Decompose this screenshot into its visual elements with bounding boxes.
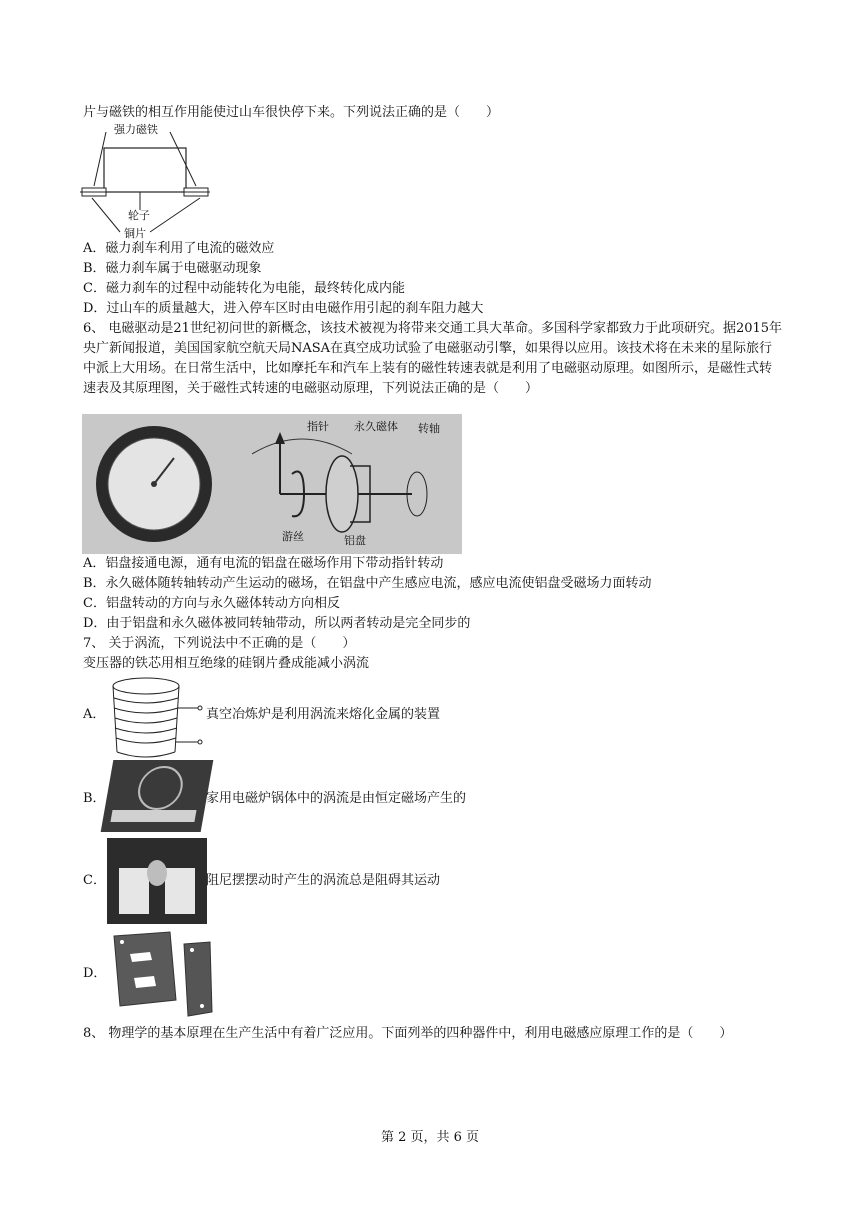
label-pointer: 指针 — [307, 420, 329, 433]
q6-option-b: B．永久磁体随转轴转动产生运动的磁场，在铝盘中产生感应电流，感应电流使铝盘受磁场力面转动 — [83, 576, 652, 591]
q7-option-b-letter: B． — [83, 791, 106, 806]
label-aluminum-disk: 铝盘 — [344, 534, 366, 547]
q5-option-d: D．过山车的质量越大，进入停车区时由电磁作用引起的刹车阻力越大 — [83, 301, 484, 316]
q7-option-c-letter: C． — [83, 873, 106, 888]
damping-pendulum-image — [107, 838, 207, 924]
q5-option-c: C．磁力刹车的过程中动能转化为电能，最终转化成内能 — [83, 281, 405, 296]
q7-option-b-text: 家用电磁炉锅体中的涡流是由恒定磁场产生的 — [206, 791, 467, 806]
q7-option-a-letter: A． — [83, 707, 106, 722]
q7-option-a-text: 真空冶炼炉是利用涡流来熔化金属的装置 — [206, 707, 441, 722]
q6-option-d: D．由于铝盘和永久磁体被同转轴带动，所以两者转动是完全同步的 — [83, 616, 471, 631]
page-footer: 第 2 页，共 6 页 — [380, 1130, 480, 1145]
q7-stem: 7、 关于涡流，下列说法中不正确的是（ ） — [83, 636, 356, 651]
label-permanent-magnet: 永久磁体 — [354, 420, 398, 433]
label-shaft: 转轴 — [418, 422, 440, 435]
label-wheel: 轮子 — [128, 209, 150, 222]
q7-pre-line: 变压器的铁芯用相互绝缘的硅钢片叠成能减小涡流 — [83, 656, 370, 671]
label-hairspring: 游丝 — [282, 530, 304, 543]
q6-option-a: A．铝盘接通电源，通有电流的铝盘在磁场作用下带动指针转动 — [83, 556, 444, 571]
label-strong-magnet: 强力磁铁 — [114, 123, 158, 136]
q6-stem: 6、 电磁驱动是21世纪初问世的新概念，该技术被视为将带来交通工具大革命。多国科学家都致力于此项研究。据2015年央广新闻报道，美国国家航空航天局NASA在真空成功试验了电磁驱动引擎，如果得以应用。该技术将在未来的星际旅行中派上大用场。在日常生活中，比如摩托车和汽车上装有的磁性转速表就是利用了电磁驱动原理。如图所示，是磁性式转速表及其原理图，关于磁性式转速的电磁驱动原理，下列说法正确的是（ ） — [83, 321, 783, 396]
q5-stem: 片与磁铁的相互作用能使过山车很快停下来。下列说法正确的是（ ） — [83, 105, 500, 120]
q7-option-d-letter: D． — [83, 966, 107, 981]
q6-option-c: C．铝盘转动的方向与永久磁体转动方向相反 — [83, 596, 340, 611]
q8-stem: 8、 物理学的基本原理在生产生活中有着广泛应用。下面列举的四种器件中，利用电磁感应原理工作的是（ ） — [83, 1026, 733, 1041]
tachometer-figure — [82, 414, 462, 554]
q5-option-a: A．磁力刹车利用了电流的磁效应 — [83, 241, 275, 256]
q7-option-c-text: 阻尼摆摆动时产生的涡流总是阻碍其运动 — [206, 873, 441, 888]
silicon-steel-sheets-figure — [106, 930, 216, 1020]
induction-cooker-image — [101, 760, 214, 832]
label-copper-plate: 铜片 — [124, 227, 146, 240]
vacuum-furnace-figure — [106, 676, 206, 760]
q5-option-b: B．磁力刹车属于电磁驱动现象 — [83, 261, 262, 276]
